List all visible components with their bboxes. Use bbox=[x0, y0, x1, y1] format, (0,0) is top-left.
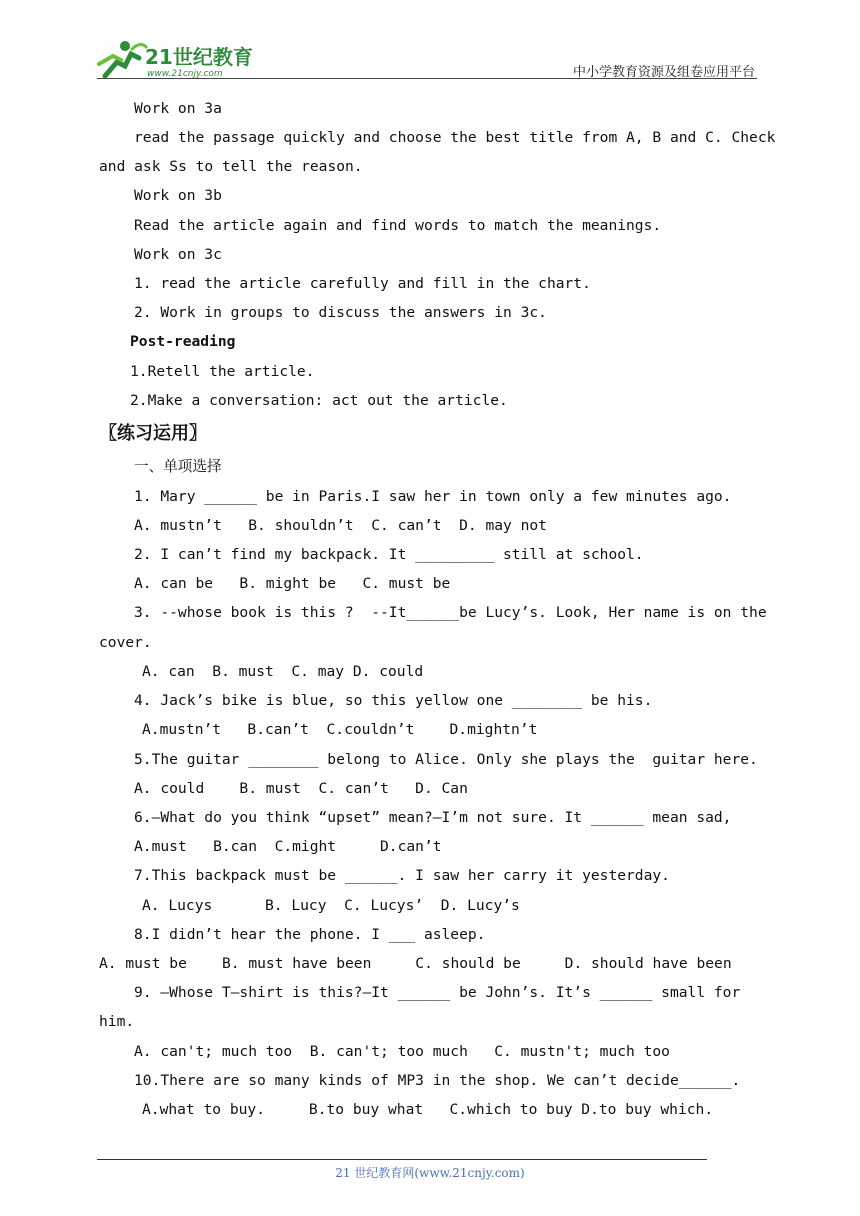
options-5: A. could B. must C. can’t D. Can bbox=[134, 780, 468, 797]
question-3-cont: cover. bbox=[99, 634, 152, 651]
question-6: 6.—What do you think “upset” mean?—I’m not sure. It ______ mean sad, bbox=[134, 809, 732, 826]
question-10: 10.There are so many kinds of MP3 in the shop. We can’t decide______. bbox=[134, 1072, 741, 1089]
subsection-heading: 一、单项选择 bbox=[134, 458, 222, 475]
logo-url: www.21cnjy.com bbox=[147, 69, 223, 79]
text-line: 2.Make a conversation: act out the article. bbox=[130, 392, 508, 409]
section-heading-practice: 〖练习运用〗 bbox=[99, 423, 207, 444]
options-7: A. Lucys B. Lucy C. Lucys’ D. Lucy’s bbox=[142, 897, 520, 914]
options-6: A.must B.can C.might D.can’t bbox=[134, 838, 442, 855]
footer-divider bbox=[97, 1159, 707, 1160]
text-line: read the passage quickly and choose the best title from A, B and C. Check bbox=[134, 129, 776, 146]
text-line: Work on 3a bbox=[134, 100, 222, 117]
text-line: Work on 3b bbox=[134, 187, 222, 204]
options-9: A. can't; much too B. can't; too much C. mustn't; much too bbox=[134, 1043, 670, 1060]
footer bbox=[0, 1164, 860, 1181]
text-line: 1. read the article carefully and fill in the chart. bbox=[134, 275, 591, 292]
question-2: 2. I can’t find my backpack. It _________ still at school. bbox=[134, 546, 644, 563]
question-9: 9. —Whose T–shirt is this?—It ______ be John’s. It’s ______ small for bbox=[134, 984, 741, 1001]
text-line: and ask Ss to tell the reason. bbox=[99, 158, 363, 175]
text-line: 2. Work in groups to discuss the answers in 3c. bbox=[134, 304, 547, 321]
header-divider bbox=[97, 78, 757, 79]
options-3: A. can B. must C. may D. could bbox=[142, 663, 424, 680]
header-platform-text: 中小学教育资源及组卷应用平台 bbox=[572, 65, 755, 80]
footer-site-name: 21 世纪教育网 bbox=[335, 1166, 415, 1180]
options-10: A.what to buy. B.to buy what C.which to buy D.to buy which. bbox=[142, 1101, 714, 1118]
text-line: Work on 3c bbox=[134, 246, 222, 263]
footer-url[interactable]: (www.21cnjy.com) bbox=[414, 1166, 525, 1180]
site-logo bbox=[95, 36, 265, 80]
logo-text: 21世纪教育 bbox=[145, 45, 253, 69]
text-line: Read the article again and find words to match the meanings. bbox=[134, 217, 662, 234]
question-9-cont: him. bbox=[99, 1013, 135, 1030]
question-5: 5.The guitar ________ belong to Alice. Only she plays the guitar here. bbox=[134, 751, 758, 768]
options-1: A. mustn’t B. shouldn’t C. can’t D. may not bbox=[134, 517, 547, 534]
logo-runner-icon bbox=[95, 36, 265, 80]
question-4: 4. Jack’s bike is blue, so this yellow one ________ be his. bbox=[134, 692, 653, 709]
options-8: A. must be B. must have been C. should be D. should have been bbox=[99, 955, 732, 972]
options-4: A.mustn’t B.can’t C.couldn’t D.mightn’t bbox=[142, 721, 538, 738]
options-2: A. can be B. might be C. must be bbox=[134, 575, 451, 592]
question-1: 1. Mary ______ be in Paris.I saw her in town only a few minutes ago. bbox=[134, 488, 732, 505]
question-3: 3. --whose book is this ? --It______be Lucy’s. Look, Her name is on the bbox=[134, 604, 767, 621]
section-heading-post-reading: Post-reading bbox=[130, 333, 236, 350]
text-line: 1.Retell the article. bbox=[130, 363, 315, 380]
question-7: 7.This backpack must be ______. I saw her carry it yesterday. bbox=[134, 867, 670, 884]
question-8: 8.I didn’t hear the phone. I ___ asleep. bbox=[134, 926, 486, 943]
